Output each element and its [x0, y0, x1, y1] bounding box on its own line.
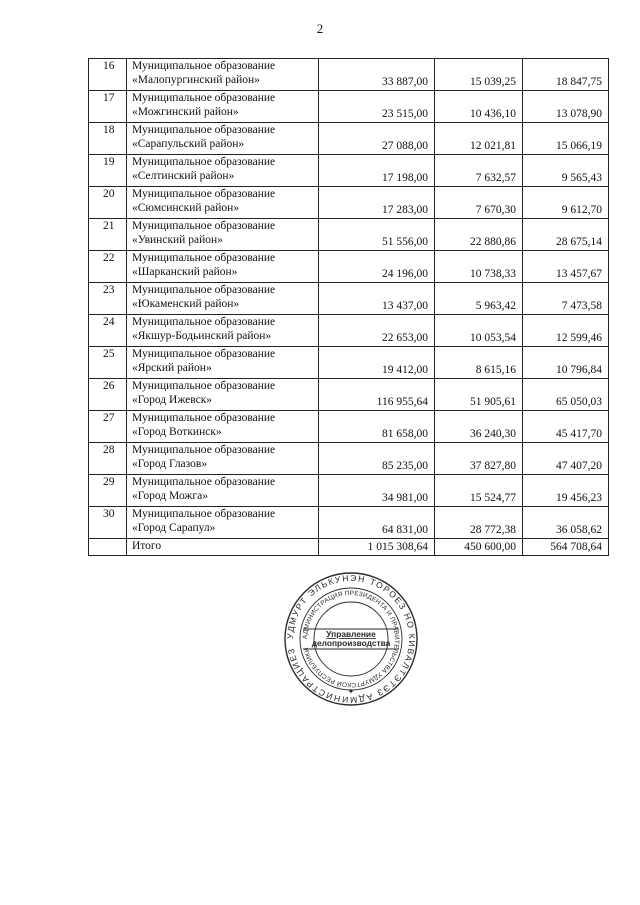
municipality-name-line2: «Город Сарапул»: [132, 522, 216, 534]
municipality-name-line1: Муниципальное образование: [132, 252, 276, 264]
municipality-name-line1: Муниципальное образование: [132, 476, 276, 488]
share-amount-1: 15 039,25: [435, 59, 523, 91]
share-amount-2: 45 417,70: [523, 411, 609, 443]
table-row: [89, 187, 609, 219]
municipality-name-line1: Муниципальное образование: [132, 124, 276, 136]
municipality-name-line2: «Сарапульский район»: [132, 138, 245, 150]
municipality-name-line1: Муниципальное образование: [132, 508, 276, 520]
share-amount-1: 8 615,16: [435, 347, 523, 379]
table-row: [89, 123, 609, 155]
share-amount-2: 9 565,43: [523, 155, 609, 187]
table-row: [89, 379, 609, 411]
share-amount-1: 10 436,10: [435, 91, 523, 123]
municipality-name-line2: «Можгинский район»: [132, 106, 239, 118]
municipality-name: [127, 283, 319, 315]
row-number: 19: [89, 155, 127, 187]
total-amount: 64 831,00: [319, 507, 435, 539]
municipality-name: [127, 475, 319, 507]
row-number: 23: [89, 283, 127, 315]
municipality-name-line1: Муниципальное образование: [132, 220, 276, 232]
table-row: [89, 251, 609, 283]
share-amount-1: 12 021,81: [435, 123, 523, 155]
municipality-name-line1: Муниципальное образование: [132, 444, 276, 456]
row-number: 16: [89, 59, 127, 91]
municipality-name-line1: Муниципальное образование: [132, 284, 276, 296]
total-amount: 23 515,00: [319, 91, 435, 123]
municipality-name: [127, 507, 319, 539]
row-number: 28: [89, 443, 127, 475]
share-amount-2: 36 058,62: [523, 507, 609, 539]
row-number: 22: [89, 251, 127, 283]
seal-label-line2: делопроизводства: [311, 638, 391, 648]
total-amount: 17 283,00: [319, 187, 435, 219]
table-body: [89, 59, 609, 556]
total-row: [89, 539, 609, 556]
row-number: 24: [89, 315, 127, 347]
municipality-name-line1: Муниципальное образование: [132, 188, 276, 200]
municipality-name: [127, 219, 319, 251]
total-amount: 22 653,00: [319, 315, 435, 347]
municipality-name-line2: «Город Воткинск»: [132, 426, 222, 438]
row-number: 21: [89, 219, 127, 251]
share-amount-2: 18 847,75: [523, 59, 609, 91]
table-row: [89, 219, 609, 251]
municipality-name: [127, 379, 319, 411]
share-amount-1: 15 524,77: [435, 475, 523, 507]
municipality-name: [127, 187, 319, 219]
share-amount-2: 10 796,84: [523, 347, 609, 379]
table-row: [89, 155, 609, 187]
municipality-name-line2: «Сюмсинский район»: [132, 202, 240, 214]
total-row-number-cell: [89, 539, 127, 556]
table-row: [89, 91, 609, 123]
seal-outer-text: УДМУРТ ЭЛЬКУНЭН ТОРОЕЗ НО КИВАЛТЭТЭЗ АДМИНИСТРАЦИЕЗ: [284, 572, 418, 706]
total-label: Итого: [127, 539, 319, 556]
seal-star-icon: ✦: [347, 687, 355, 696]
total-amount: 34 981,00: [319, 475, 435, 507]
table-row: [89, 443, 609, 475]
total-amount: 81 658,00: [319, 411, 435, 443]
table-row: [89, 411, 609, 443]
share-amount-2: 13 457,67: [523, 251, 609, 283]
row-number: 20: [89, 187, 127, 219]
municipality-name-line2: «Якшур-Бодьинский район»: [132, 330, 272, 342]
municipality-name-line2: «Город Глазов»: [132, 458, 208, 470]
municipality-name-line1: Муниципальное образование: [132, 316, 276, 328]
municipality-name-line2: «Город Ижевск»: [132, 394, 213, 406]
table-row: [89, 315, 609, 347]
share-amount-1: 36 240,30: [435, 411, 523, 443]
share-amount-2: 19 456,23: [523, 475, 609, 507]
row-number: 26: [89, 379, 127, 411]
municipality-name-line1: Муниципальное образование: [132, 92, 276, 104]
share-amount-2: 65 050,03: [523, 379, 609, 411]
municipality-name-line2: «Юкаменский район»: [132, 298, 240, 310]
page-number: 2: [316, 21, 324, 36]
row-number: 27: [89, 411, 127, 443]
share-amount-1: 28 772,38: [435, 507, 523, 539]
municipality-name: [127, 443, 319, 475]
total-amount: 51 556,00: [319, 219, 435, 251]
share-amount-2: 9 612,70: [523, 187, 609, 219]
municipality-name-line1: Муниципальное образование: [132, 380, 276, 392]
municipality-name-line2: «Малопургинский район»: [132, 74, 260, 86]
total-amount: 116 955,64: [319, 379, 435, 411]
row-number: 18: [89, 123, 127, 155]
grand-share-amount-1: 450 600,00: [435, 539, 523, 556]
row-number: 25: [89, 347, 127, 379]
municipality-name: [127, 155, 319, 187]
total-amount: 24 196,00: [319, 251, 435, 283]
official-seal: [283, 571, 419, 707]
municipality-name: [127, 315, 319, 347]
share-amount-1: 37 827,80: [435, 443, 523, 475]
table-row: [89, 347, 609, 379]
municipality-name: [127, 411, 319, 443]
municipality-name: [127, 251, 319, 283]
share-amount-1: 22 880,86: [435, 219, 523, 251]
share-amount-1: 10 053,54: [435, 315, 523, 347]
share-amount-1: 7 670,30: [435, 187, 523, 219]
municipality-name-line1: Муниципальное образование: [132, 412, 276, 424]
share-amount-1: 51 905,61: [435, 379, 523, 411]
share-amount-1: 10 738,33: [435, 251, 523, 283]
municipality-name-line2: «Увинский район»: [132, 234, 223, 246]
row-number: 29: [89, 475, 127, 507]
total-amount: 17 198,00: [319, 155, 435, 187]
total-amount: 19 412,00: [319, 347, 435, 379]
municipality-name: [127, 59, 319, 91]
municipality-name-line1: Муниципальное образование: [132, 156, 276, 168]
municipality-name: [127, 347, 319, 379]
municipality-name-line1: Муниципальное образование: [132, 60, 276, 72]
total-amount: 27 088,00: [319, 123, 435, 155]
share-amount-2: 47 407,20: [523, 443, 609, 475]
municipality-name-line2: «Ярский район»: [132, 362, 212, 374]
table-row: [89, 507, 609, 539]
municipality-name: [127, 123, 319, 155]
seal-label-line1: Управление: [326, 629, 376, 639]
municipality-name-line2: «Селтинский район»: [132, 170, 235, 182]
share-amount-2: 12 599,46: [523, 315, 609, 347]
total-amount: 13 437,00: [319, 283, 435, 315]
total-amount: 85 235,00: [319, 443, 435, 475]
seal-inner-text: АДМИНИСТРАЦИЯ ПРЕЗИДЕНТА И ПРАВИТЕЛЬСТВА УДМУРТСКОЙ РЕСПУБЛИКИ: [301, 589, 401, 689]
table-row: [89, 283, 609, 315]
municipality-name-line1: Муниципальное образование: [132, 348, 276, 360]
share-amount-2: 7 473,58: [523, 283, 609, 315]
row-number: 17: [89, 91, 127, 123]
municipality-name-line2: «Город Можга»: [132, 490, 208, 502]
grand-share-amount-2: 564 708,64: [523, 539, 609, 556]
row-number: 30: [89, 507, 127, 539]
grand-total-amount: 1 015 308,64: [319, 539, 435, 556]
share-amount-2: 28 675,14: [523, 219, 609, 251]
total-amount: 33 887,00: [319, 59, 435, 91]
share-amount-1: 7 632,57: [435, 155, 523, 187]
municipality-name: [127, 91, 319, 123]
share-amount-2: 15 066,19: [523, 123, 609, 155]
share-amount-2: 13 078,90: [523, 91, 609, 123]
table-row: [89, 475, 609, 507]
municipality-name-line2: «Шарканский район»: [132, 266, 238, 278]
table-row: [89, 59, 609, 91]
budget-table: [88, 58, 609, 556]
share-amount-1: 5 963,42: [435, 283, 523, 315]
